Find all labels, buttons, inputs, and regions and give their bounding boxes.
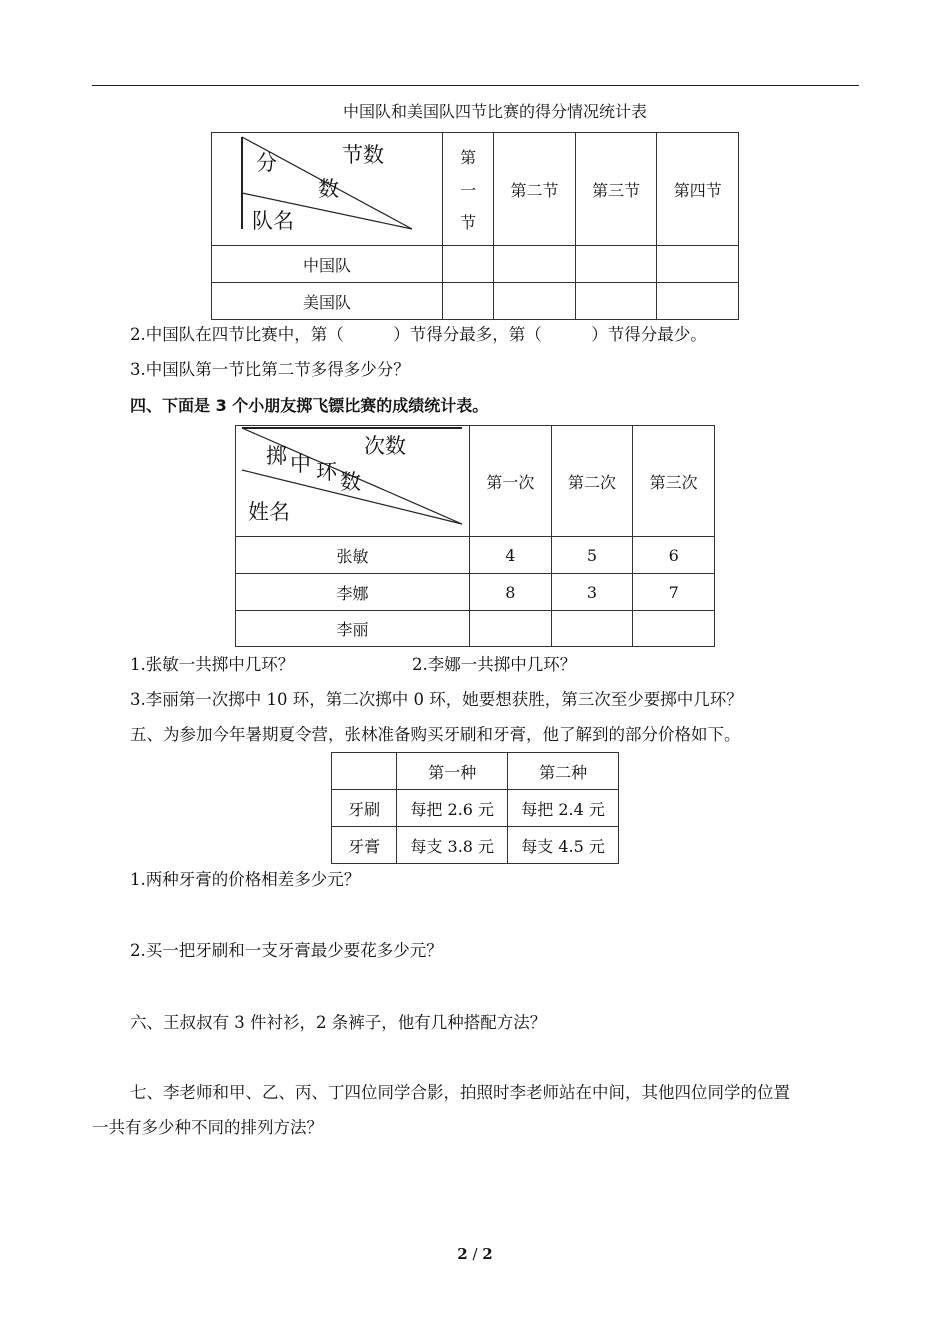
- table1-header-cell: 第三节: [575, 133, 657, 246]
- table3-header-cell: 第二种: [508, 753, 619, 790]
- table1-header-cell: 第四节: [657, 133, 739, 246]
- table1-cell[interactable]: [494, 283, 576, 320]
- table2-header-cell: 第一次: [470, 426, 552, 537]
- table1-cell[interactable]: [494, 246, 576, 283]
- table2-cell: 7: [633, 574, 715, 611]
- table2-header-cell: 第三次: [633, 426, 715, 537]
- table2-row-name: 李娜: [236, 574, 470, 611]
- table2-cell[interactable]: [633, 611, 715, 647]
- section6-text: 六、王叔叔有 3 件衬衫，2 条裤子，他有几种搭配方法？: [130, 1013, 547, 1032]
- table1-title: 中国队和美国队四节比赛的得分情况统计表: [342, 102, 647, 121]
- table3-cell: 牙刷: [332, 790, 397, 827]
- table3-cell: 牙膏: [332, 827, 397, 864]
- table2-dart-table: [235, 425, 715, 647]
- table1-cell[interactable]: [575, 246, 657, 283]
- page-number: [0, 1245, 950, 1263]
- table2-corner-cell: [236, 426, 470, 537]
- section4-q1: 1.张敏一共掷中几环？: [130, 655, 295, 674]
- table2-corner-middle: 数: [340, 470, 361, 494]
- table2-row-name: 李丽: [236, 611, 470, 647]
- table1-header-cell: 第二节: [494, 133, 576, 246]
- table-row: [332, 827, 619, 864]
- table2-cell[interactable]: [470, 611, 552, 647]
- table3-cell: 每把 2.4 元: [508, 790, 619, 827]
- table3-cell: 每把 2.6 元: [397, 790, 508, 827]
- table2-cell: 4: [470, 537, 552, 574]
- table1-cell[interactable]: [657, 283, 739, 320]
- table-row: [212, 283, 739, 320]
- table2-header-cell: 第二次: [551, 426, 633, 537]
- question-3-2: 2.中国队在四节比赛中，第（ ）节得分最多，第（ ）节得分最少。: [130, 325, 707, 344]
- page-total: 2: [482, 1245, 493, 1263]
- table2-corner-top: 次数: [364, 434, 406, 458]
- table2-cell: 5: [551, 537, 633, 574]
- table2-cell: 8: [470, 574, 552, 611]
- table1-row-name: 美国队: [212, 283, 443, 320]
- table1-first-char-2: 一: [460, 180, 477, 200]
- section5-heading: 五、为参加今年暑期夏令营，张林准备购买牙刷和牙膏，他了解到的部分价格如下。: [130, 725, 741, 744]
- table3-price-table: [331, 752, 619, 864]
- section5-q2: 2.买一把牙刷和一支牙膏最少要花多少元？: [130, 941, 443, 960]
- section5-q1: 1.两种牙膏的价格相差多少元？: [130, 870, 361, 889]
- table-row: [212, 246, 739, 283]
- table1-row-name: 中国队: [212, 246, 443, 283]
- table2-corner-left2: 中: [290, 452, 311, 476]
- page-current: 2: [457, 1245, 468, 1263]
- table3-header-cell: 第一种: [397, 753, 508, 790]
- table1-corner-middle-left: 分: [256, 151, 277, 175]
- table-row: [236, 611, 715, 647]
- table2-corner-bottom: 姓名: [248, 500, 290, 524]
- table1-cell[interactable]: [575, 283, 657, 320]
- section4-heading: 四、下面是 3 个小朋友掷飞镖比赛的成绩统计表。: [130, 396, 489, 415]
- table3-cell: 每支 4.5 元: [508, 827, 619, 864]
- table3-cell: 每支 3.8 元: [397, 827, 508, 864]
- table-row: [236, 537, 715, 574]
- table1-score-table: [211, 132, 739, 320]
- question-3-3: 3.中国队第一节比第二节多得多少分？: [130, 360, 410, 379]
- table1-first-char-1: 第: [460, 148, 477, 167]
- table2-row-name: 张敏: [236, 537, 470, 574]
- table1-cell[interactable]: [657, 246, 739, 283]
- table1-corner-cell: [212, 133, 443, 246]
- table1-corner-middle: 数: [318, 177, 339, 201]
- table1-corner-top: 节数: [342, 143, 384, 167]
- section4-q3: 3.李丽第一次掷中 10 环，第二次掷中 0 环，她要想获胜，第三次至少要掷中几环？: [130, 690, 743, 709]
- table-row: [236, 574, 715, 611]
- table2-cell[interactable]: [551, 611, 633, 647]
- table1-corner-bottom: 队名: [252, 209, 294, 233]
- section7-line1: 七、李老师和甲、乙、丙、丁四位同学合影，拍照时李老师站在中间，其他四位同学的位置: [130, 1083, 790, 1102]
- section4-q2: 2.李娜一共掷中几环？: [412, 655, 577, 674]
- table-row: [332, 790, 619, 827]
- table1-cell[interactable]: [443, 246, 494, 283]
- table2-cell: 6: [633, 537, 715, 574]
- table2-corner-left1: 掷: [266, 444, 287, 468]
- section7-line2: 一共有多少种不同的排列方法？: [92, 1118, 323, 1137]
- table1-first-char-3: 节: [460, 213, 477, 232]
- page-separator: /: [467, 1245, 483, 1263]
- table3-header-cell: [332, 753, 397, 790]
- table1-cell[interactable]: [443, 283, 494, 320]
- header-rule: [92, 85, 859, 86]
- table1-header-first: [443, 133, 494, 246]
- table2-cell: 3: [551, 574, 633, 611]
- table2-corner-left3: 环: [316, 460, 337, 484]
